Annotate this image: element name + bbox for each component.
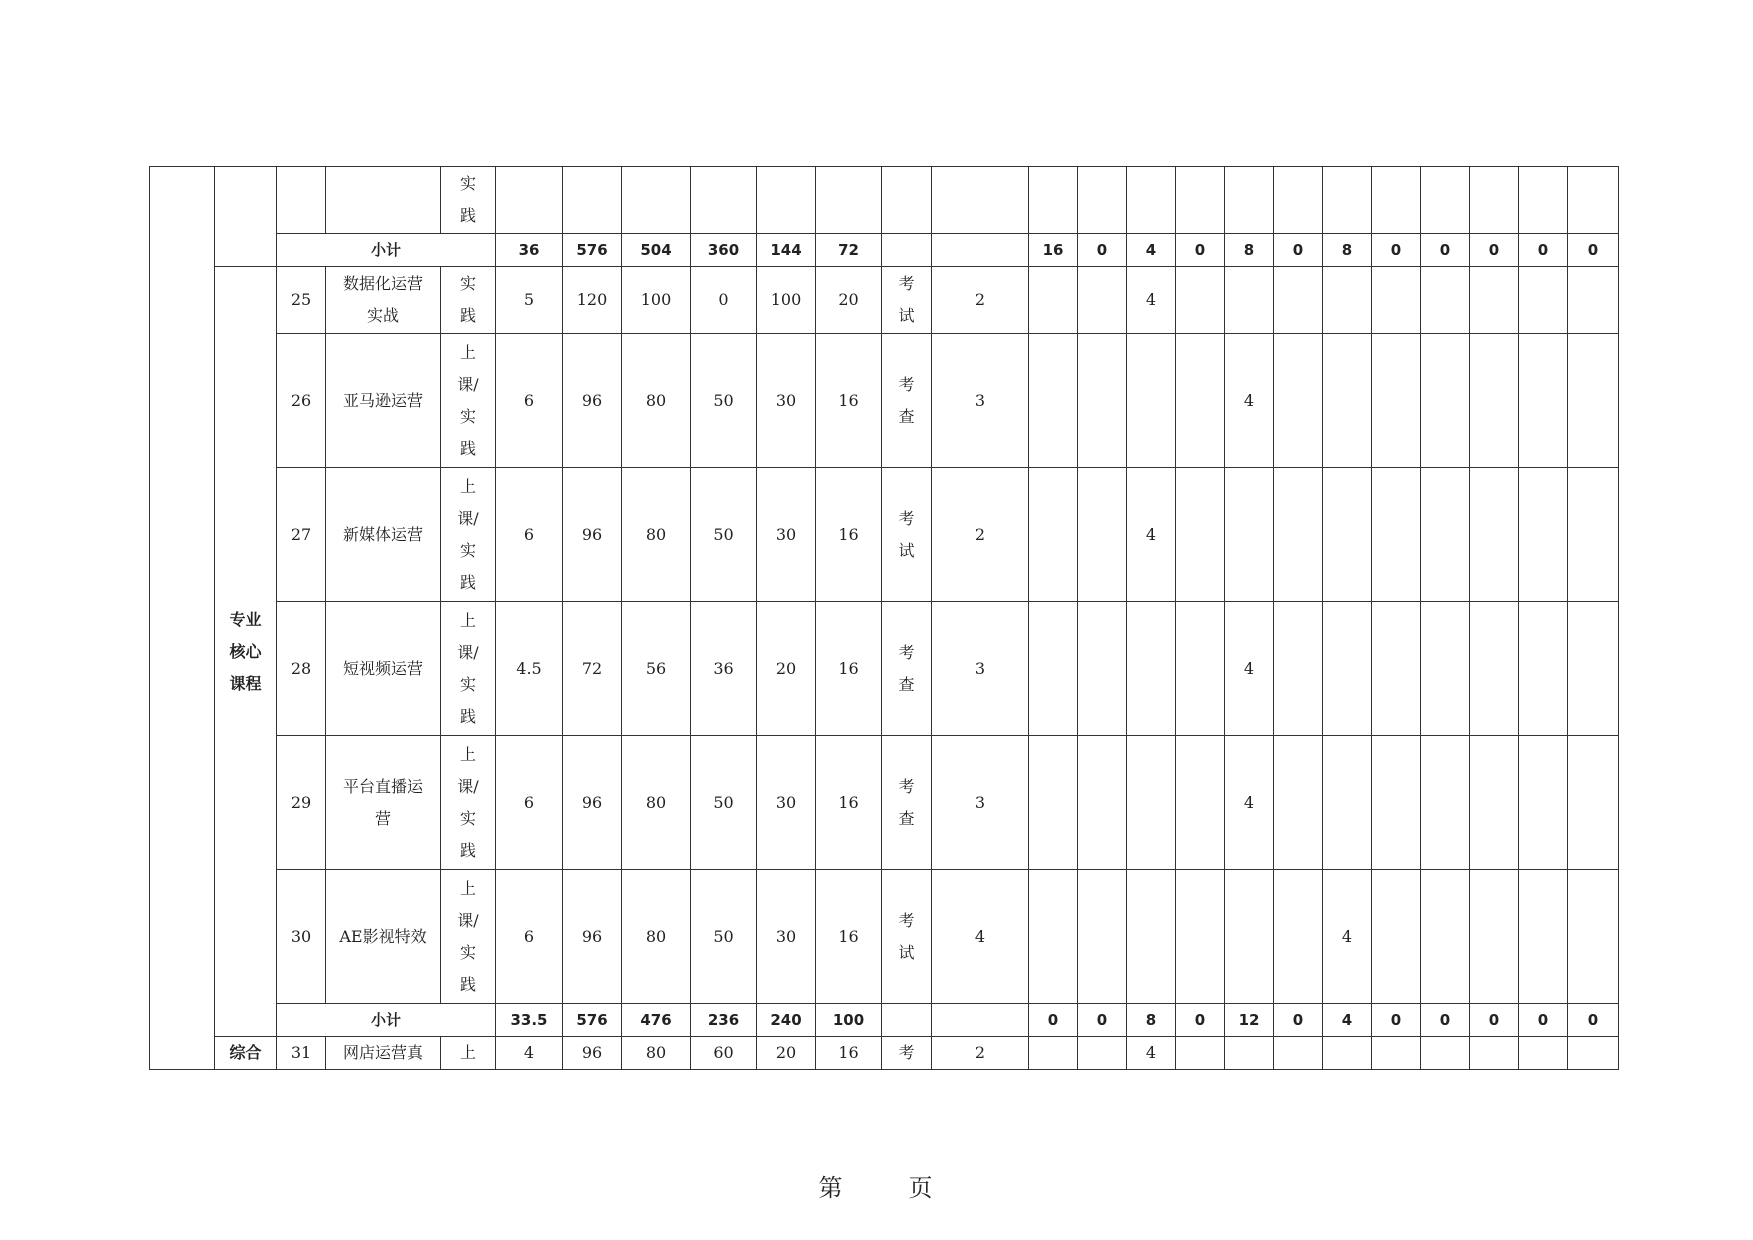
course-assessment: 考 查: [882, 602, 932, 736]
course-week-hours: [1274, 602, 1323, 736]
course-week-hours: [1372, 334, 1421, 468]
subtotal-week: 16: [1029, 234, 1078, 267]
course-total: 96: [563, 334, 622, 468]
course-week-hours: [1176, 602, 1225, 736]
course-practice: 30: [757, 334, 816, 468]
course-week-hours: [1421, 870, 1470, 1004]
course-assessment: 考 试: [882, 468, 932, 602]
course-type: 上 课/ 实 践: [441, 870, 496, 1004]
course-other: 16: [816, 602, 882, 736]
course-week-hours: [1127, 334, 1176, 468]
course-number: 31: [277, 1037, 326, 1070]
course-credits: 6: [496, 736, 563, 870]
table-row: [150, 1037, 1619, 1070]
course-assessment: 考 试: [882, 267, 932, 334]
course-term: 2: [932, 1037, 1029, 1070]
course-credits: 6: [496, 468, 563, 602]
course-other: 16: [816, 334, 882, 468]
subtotal-value: 33.5: [496, 1004, 563, 1037]
subtotal-value: 360: [691, 234, 757, 267]
course-name: 亚马逊运营: [326, 334, 441, 468]
course-week-hours: [1323, 602, 1372, 736]
course-type: 上 课/ 实 践: [441, 334, 496, 468]
course-week-hours: 4: [1323, 870, 1372, 1004]
course-credits: 4: [496, 1037, 563, 1070]
course-type: 上 课/ 实 践: [441, 736, 496, 870]
course-type: 实 践: [441, 267, 496, 334]
course-week-hours: [1274, 468, 1323, 602]
subtotal-label: 小计: [277, 234, 496, 267]
table-row: [150, 736, 1619, 870]
course-other: 16: [816, 468, 882, 602]
course-assessment: 考 查: [882, 334, 932, 468]
course-name: 短视频运营: [326, 602, 441, 736]
subtotal-week: 0: [1176, 1004, 1225, 1037]
course-number: 27: [277, 468, 326, 602]
course-week-hours: [1274, 334, 1323, 468]
course-week-hours: [1127, 736, 1176, 870]
course-number: 26: [277, 334, 326, 468]
course-other: 16: [816, 870, 882, 1004]
course-week-hours: [1372, 468, 1421, 602]
subtotal-value: 576: [563, 234, 622, 267]
course-week-hours: [1372, 602, 1421, 736]
table-body: [150, 167, 1619, 1070]
course-week-hours: [1078, 468, 1127, 602]
course-week-hours: 4: [1225, 334, 1274, 468]
course-week-hours: [1029, 267, 1078, 334]
course-week-hours: [1078, 736, 1127, 870]
course-credits: 4.5: [496, 602, 563, 736]
course-number: 29: [277, 736, 326, 870]
subtotal-week: 8: [1225, 234, 1274, 267]
course-week-hours: [1519, 1037, 1568, 1070]
subtotal-value: 144: [757, 234, 816, 267]
course-week-hours: [1029, 1037, 1078, 1070]
course-week-hours: [1372, 870, 1421, 1004]
course-assessment: 考 试: [882, 870, 932, 1004]
course-term: 3: [932, 602, 1029, 736]
course-term: 3: [932, 334, 1029, 468]
footer-right: 页: [908, 1174, 935, 1202]
subtotal-week: 0: [1078, 1004, 1127, 1037]
course-week-hours: [1568, 736, 1619, 870]
course-week-hours: [1225, 267, 1274, 334]
course-week-hours: [1323, 468, 1372, 602]
course-credits: 5: [496, 267, 563, 334]
course-week-hours: [1323, 1037, 1372, 1070]
course-week-hours: [1470, 602, 1519, 736]
course-week-hours: [1274, 267, 1323, 334]
course-week-hours: [1274, 870, 1323, 1004]
course-week-hours: [1470, 334, 1519, 468]
subtotal-label: 小计: [277, 1004, 496, 1037]
course-week-hours: [1176, 334, 1225, 468]
subtotal-week: 0: [1078, 234, 1127, 267]
course-name: AE影视特效: [326, 870, 441, 1004]
course-number: 30: [277, 870, 326, 1004]
course-name: 新媒体运营: [326, 468, 441, 602]
course-week-hours: [1078, 267, 1127, 334]
table-row: [150, 870, 1619, 1004]
course-other: 16: [816, 1037, 882, 1070]
subtotal-week: 8: [1127, 1004, 1176, 1037]
course-theory: 50: [691, 468, 757, 602]
course-theory: 50: [691, 334, 757, 468]
course-week-hours: [1519, 736, 1568, 870]
course-credits: 6: [496, 870, 563, 1004]
table-row: [150, 602, 1619, 736]
course-week-hours: 4: [1225, 736, 1274, 870]
course-week-hours: 4: [1127, 468, 1176, 602]
course-total: 120: [563, 267, 622, 334]
course-week-hours: [1127, 602, 1176, 736]
course-assessment: 考: [882, 1037, 932, 1070]
course-week-hours: 4: [1127, 1037, 1176, 1070]
subtotal-week: 0: [1470, 1004, 1519, 1037]
course-week-hours: [1421, 334, 1470, 468]
course-week-hours: [1519, 334, 1568, 468]
course-total: 96: [563, 736, 622, 870]
course-theory: 36: [691, 602, 757, 736]
course-week-hours: [1470, 870, 1519, 1004]
course-other: 20: [816, 267, 882, 334]
course-term: 4: [932, 870, 1029, 1004]
course-teach: 80: [622, 468, 691, 602]
course-week-hours: [1078, 602, 1127, 736]
course-week-hours: [1568, 267, 1619, 334]
course-week-hours: [1029, 334, 1078, 468]
subtotal-value: 476: [622, 1004, 691, 1037]
course-week-hours: [1274, 736, 1323, 870]
table-row: [150, 468, 1619, 602]
subtotal-week: 8: [1323, 234, 1372, 267]
course-practice: 20: [757, 1037, 816, 1070]
subtotal-value: 72: [816, 234, 882, 267]
curriculum-table: [149, 166, 1619, 1070]
course-week-hours: [1323, 267, 1372, 334]
course-week-hours: [1372, 1037, 1421, 1070]
course-type: 上 课/ 实 践: [441, 468, 496, 602]
course-week-hours: [1421, 736, 1470, 870]
course-theory: 50: [691, 870, 757, 1004]
course-week-hours: 4: [1127, 267, 1176, 334]
course-total: 96: [563, 870, 622, 1004]
course-week-hours: [1568, 468, 1619, 602]
course-week-hours: [1519, 267, 1568, 334]
subtotal-week: 0: [1029, 1004, 1078, 1037]
course-number: 28: [277, 602, 326, 736]
prev-section-cell: [215, 167, 277, 267]
course-teach: 80: [622, 334, 691, 468]
subtotal-week: 0: [1470, 234, 1519, 267]
course-week-hours: [1078, 870, 1127, 1004]
course-week-hours: [1568, 602, 1619, 736]
course-week-hours: [1029, 870, 1078, 1004]
course-assessment: 考 查: [882, 736, 932, 870]
course-type: 实 践: [441, 167, 496, 234]
course-practice: 20: [757, 602, 816, 736]
course-teach: 80: [622, 1037, 691, 1070]
course-credits: 6: [496, 334, 563, 468]
course-week-hours: [1225, 468, 1274, 602]
course-teach: 56: [622, 602, 691, 736]
course-practice: 30: [757, 870, 816, 1004]
section-comprehensive: 综合: [215, 1037, 277, 1070]
course-week-hours: [1176, 468, 1225, 602]
course-type: 上 课/ 实 践: [441, 602, 496, 736]
course-week-hours: [1470, 736, 1519, 870]
subtotal-row: [150, 234, 1619, 267]
subtotal-week: 0: [1176, 234, 1225, 267]
course-week-hours: [1029, 468, 1078, 602]
course-week-hours: [1176, 1037, 1225, 1070]
course-week-hours: [1029, 736, 1078, 870]
course-week-hours: [1568, 870, 1619, 1004]
course-total: 96: [563, 468, 622, 602]
course-week-hours: [1225, 870, 1274, 1004]
course-total: 96: [563, 1037, 622, 1070]
subtotal-value: 576: [563, 1004, 622, 1037]
course-week-hours: [1568, 334, 1619, 468]
course-week-hours: [1519, 602, 1568, 736]
course-week-hours: [1078, 1037, 1127, 1070]
course-other: 16: [816, 736, 882, 870]
course-week-hours: [1421, 1037, 1470, 1070]
course-name: 网店运营真: [326, 1037, 441, 1070]
subtotal-week: 4: [1323, 1004, 1372, 1037]
subtotal-week: 0: [1421, 234, 1470, 267]
course-week-hours: [1176, 267, 1225, 334]
course-week-hours: [1568, 1037, 1619, 1070]
course-week-hours: [1323, 736, 1372, 870]
course-practice: 30: [757, 468, 816, 602]
subtotal-week: 12: [1225, 1004, 1274, 1037]
course-teach: 100: [622, 267, 691, 334]
course-week-hours: [1323, 334, 1372, 468]
subtotal-week: 0: [1519, 234, 1568, 267]
course-total: 72: [563, 602, 622, 736]
subtotal-row: [150, 1004, 1619, 1037]
subtotal-week: 0: [1568, 234, 1619, 267]
course-week-hours: [1078, 334, 1127, 468]
course-theory: 60: [691, 1037, 757, 1070]
course-theory: 50: [691, 736, 757, 870]
course-week-hours: [1225, 1037, 1274, 1070]
subtotal-value: 36: [496, 234, 563, 267]
page-footer: [0, 1168, 1753, 1203]
course-term: 3: [932, 736, 1029, 870]
course-practice: 100: [757, 267, 816, 334]
subtotal-value: 100: [816, 1004, 882, 1037]
course-number: 25: [277, 267, 326, 334]
section-core-courses: 专业 核心 课程: [215, 267, 277, 1037]
table-row: [150, 334, 1619, 468]
course-week-hours: [1372, 267, 1421, 334]
course-name: 平台直播运 营: [326, 736, 441, 870]
subtotal-week: 0: [1274, 234, 1323, 267]
course-theory: 0: [691, 267, 757, 334]
course-week-hours: [1421, 267, 1470, 334]
subtotal-value: 236: [691, 1004, 757, 1037]
course-week-hours: [1127, 870, 1176, 1004]
course-week-hours: 4: [1225, 602, 1274, 736]
course-term: 2: [932, 468, 1029, 602]
course-type: 上: [441, 1037, 496, 1070]
course-week-hours: [1519, 870, 1568, 1004]
course-teach: 80: [622, 870, 691, 1004]
footer-left: 第: [818, 1174, 845, 1202]
subtotal-week: 0: [1372, 1004, 1421, 1037]
subtotal-week: 0: [1274, 1004, 1323, 1037]
course-practice: 30: [757, 736, 816, 870]
course-term: 2: [932, 267, 1029, 334]
course-week-hours: [1470, 1037, 1519, 1070]
course-week-hours: [1470, 267, 1519, 334]
course-week-hours: [1176, 736, 1225, 870]
course-week-hours: [1470, 468, 1519, 602]
course-week-hours: [1421, 468, 1470, 602]
subtotal-week: 0: [1421, 1004, 1470, 1037]
course-week-hours: [1519, 468, 1568, 602]
subtotal-week: 0: [1372, 234, 1421, 267]
subtotal-week: 0: [1568, 1004, 1619, 1037]
subtotal-week: 0: [1519, 1004, 1568, 1037]
table-row-top-fragment: [150, 167, 1619, 234]
course-week-hours: [1176, 870, 1225, 1004]
course-week-hours: [1421, 602, 1470, 736]
course-week-hours: [1372, 736, 1421, 870]
course-week-hours: [1029, 602, 1078, 736]
outer-category-cell: [150, 167, 215, 1070]
course-week-hours: [1274, 1037, 1323, 1070]
table-row: [150, 267, 1619, 334]
subtotal-value: 240: [757, 1004, 816, 1037]
course-name: 数据化运营 实战: [326, 267, 441, 334]
subtotal-week: 4: [1127, 234, 1176, 267]
subtotal-value: 504: [622, 234, 691, 267]
course-teach: 80: [622, 736, 691, 870]
